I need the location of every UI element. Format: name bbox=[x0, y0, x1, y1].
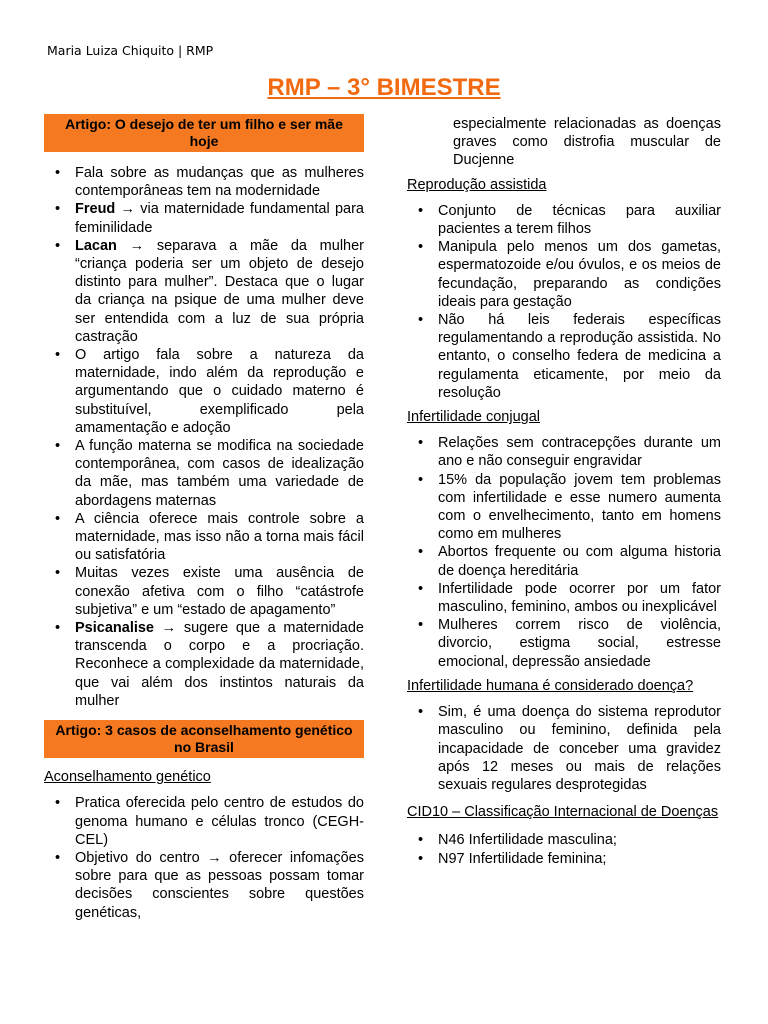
section-heading: Infertilidade conjugal bbox=[407, 409, 541, 426]
list-item: • Psicanalise → sugere que a maternidade transcenda o corpo e a procriação. Reconhece a complexidade da maternidade, que vai além dos instintos naturais da mulher bbox=[44, 619, 364, 710]
list-item: • Manipula pelo menos um dos gametas, espermatozoide e/ou óvulos, e os meios de fecundação, preparando as condições ideais para gestação bbox=[407, 238, 721, 311]
continuation-text: especialmente relacionadas as doenças graves como distrofia muscular de Ducjenne bbox=[453, 116, 721, 169]
right-column bbox=[407, 115, 721, 868]
list-item: • N97 Infertilidade feminina; bbox=[407, 850, 721, 868]
list-item: • Abortos frequente ou com alguma historia de doença hereditária bbox=[407, 543, 721, 579]
section-heading: Aconselhamento genético bbox=[44, 769, 211, 786]
list-item: • N46 Infertilidade masculina; bbox=[407, 831, 721, 849]
aconselhamento-list bbox=[44, 794, 364, 921]
list-item: • A função materna se modifica na sociedade contemporânea, com casos de idealização da mãe, mas também uma variedade de abordagens maternas bbox=[44, 437, 364, 510]
list-item: • Muitas vezes existe uma ausência de conexão afetiva com o filho “catástrofe subjetiva” e um “estado de apagamento” bbox=[44, 564, 364, 619]
list-item: • Lacan → separava a mãe da mulher “criança poderia ser um objeto de desejo distinto para mulher”. Destaca que o lugar da criança na psique de uma mulher deve ser entendida com a luz de sua própria castração bbox=[44, 237, 364, 346]
list-item: • Objetivo do centro → oferecer infomações sobre para que as pessoas possam tomar decisões conscientes sobre questões genéticas, bbox=[44, 849, 364, 922]
page-header: Maria Luiza Chiquito | RMP bbox=[47, 43, 214, 58]
list-item: • Freud → via maternidade fundamental para feminilidade bbox=[44, 200, 364, 236]
left-column bbox=[44, 114, 364, 922]
section-heading: CID10 – Classificação Internacional de Doenças bbox=[407, 804, 719, 821]
list-item: • Sim, é uma doença do sistema reprodutor masculino ou feminino, definida pela incapacidade de conceber uma gravidez após 12 meses ou mais de relações sexuais regulares desprotegidas bbox=[407, 703, 721, 794]
list-item: • O artigo fala sobre a natureza da maternidade, indo além da reprodução e argumentando que o cuidado materno é substituível, exemplificado pela amamentação e adoção bbox=[44, 346, 364, 437]
section-heading: Infertilidade humana é considerado doença? bbox=[407, 677, 694, 694]
list-item: • Não há leis federais específicas regulamentando a reprodução assistida. No entanto, o conselho federa de medicina a regulamenta eticamente, por meio da resolução bbox=[407, 311, 721, 402]
reproducao-list bbox=[407, 202, 721, 402]
list-item: • Conjunto de técnicas para auxiliar pacientes a terem filhos bbox=[407, 202, 721, 238]
list-item: • 15% da população jovem tem problemas com infertilidade e esse numero aumenta com o envelhecimento, tanto em homens como em mulheres bbox=[407, 471, 721, 544]
article1-list bbox=[44, 164, 364, 710]
page-title: RMP – 3° BIMESTRE bbox=[267, 74, 501, 101]
list-item: • Infertilidade pode ocorrer por um fator masculino, feminino, ambos ou inexplicável bbox=[407, 580, 721, 616]
infertilidade-list bbox=[407, 434, 721, 671]
article-banner-2: Artigo: 3 casos de aconselhamento genético no Brasil bbox=[44, 720, 364, 758]
list-item: • Mulheres correm risco de violência, divorcio, estigma social, estresse emocional, depressão ansiedade bbox=[407, 616, 721, 671]
section-heading: Reprodução assistida bbox=[407, 176, 547, 193]
list-item: • Pratica oferecida pelo centro de estudos do genoma humano e células tronco (CEGH-CEL) bbox=[44, 794, 364, 849]
list-item: • Fala sobre as mudanças que as mulheres contemporâneas tem na modernidade bbox=[44, 164, 364, 200]
article-banner-1: Artigo: O desejo de ter um filho e ser mãe hoje bbox=[44, 114, 364, 152]
list-item: • A ciência oferece mais controle sobre a maternidade, mas isso não a torna mais fácil ou satisfatória bbox=[44, 510, 364, 565]
doenca-list bbox=[407, 703, 721, 794]
cid-list bbox=[407, 831, 721, 867]
list-item: • Relações sem contracepções durante um ano e não conseguir engravidar bbox=[407, 434, 721, 470]
